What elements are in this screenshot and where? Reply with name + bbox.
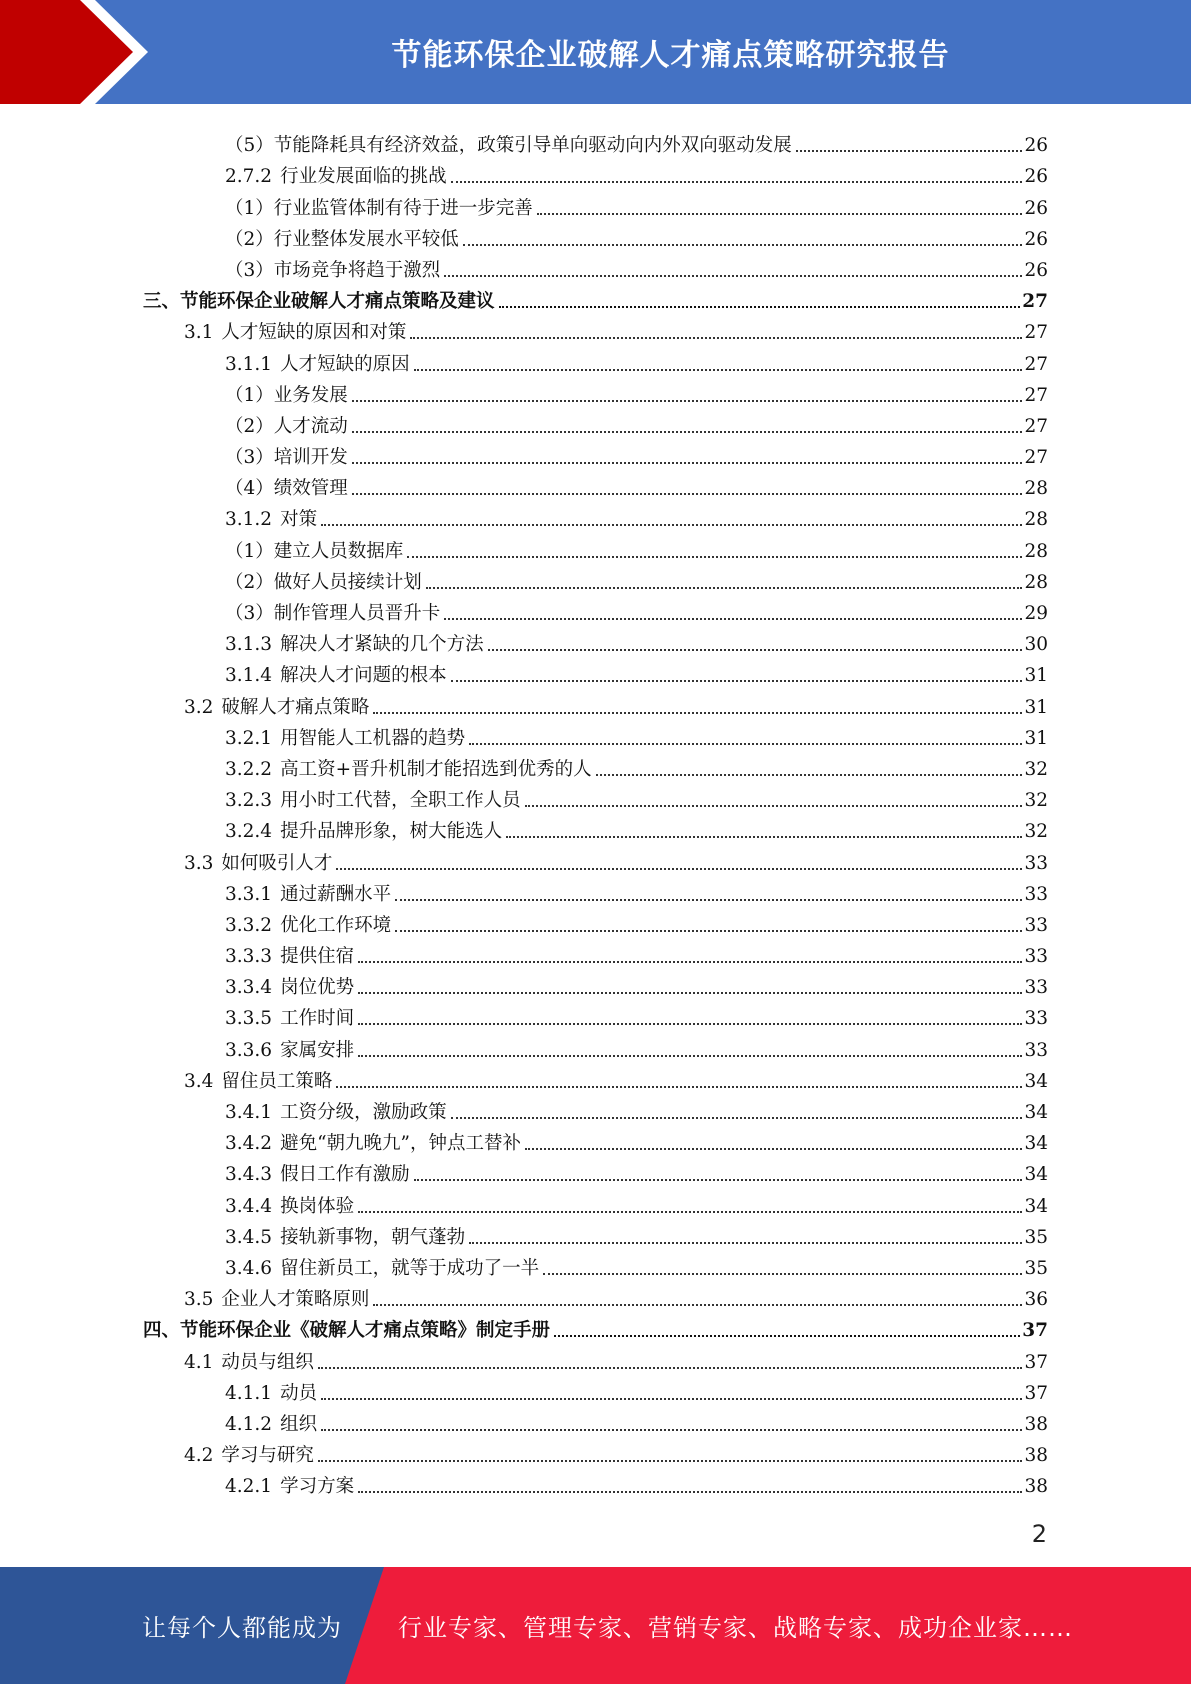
toc-entry-page: 34 (1024, 1070, 1048, 1092)
toc-entry-number: 3.3.4 (225, 977, 273, 999)
toc-entry-number: 3.4.2 (225, 1133, 273, 1155)
toc-entry[interactable] (0, 1343, 1191, 1374)
toc-entry-number: （2） (225, 415, 274, 437)
toc-dot-leader (358, 1491, 1022, 1493)
toc-entry-page: 27 (1024, 447, 1048, 469)
toc-entry[interactable] (0, 1468, 1191, 1499)
toc-entry-page: 26 (1024, 228, 1048, 250)
toc-entry-number: 3.1.4 (225, 665, 273, 687)
toc-dot-leader (352, 431, 1023, 433)
page-footer (0, 1567, 1191, 1684)
toc-entry[interactable] (0, 720, 1191, 751)
toc-entry-page: 28 (1024, 478, 1048, 500)
toc-entry-number: 4.2.1 (225, 1476, 273, 1498)
toc-entry-page: 31 (1024, 696, 1048, 718)
toc-entry-title: 用智能人工机器的趋势 (280, 727, 466, 749)
toc-entry-title: 解决人才紧缺的几个方法 (280, 634, 484, 656)
toc-entry-page: 33 (1024, 883, 1048, 905)
toc-dot-leader (414, 1179, 1023, 1181)
toc-entry-page: 33 (1024, 1008, 1048, 1030)
toc-entry-number: （2） (225, 228, 274, 250)
toc-entry-title: 人才流动 (273, 415, 348, 437)
toc-dot-leader (796, 150, 1023, 152)
toc-entry[interactable] (0, 408, 1191, 439)
toc-entry[interactable] (0, 345, 1191, 376)
toc-entry[interactable] (0, 158, 1191, 189)
toc-entry-title: 行业发展面临的挑战 (280, 166, 447, 188)
toc-entry-number: （1） (225, 540, 274, 562)
toc-entry-title: 接轨新事物，朝气蓬勃 (280, 1226, 466, 1248)
toc-entry-title: 提升品牌形象，树大能选人 (280, 821, 503, 843)
toc-dot-leader (506, 836, 1022, 838)
toc-entry-title: 市场竞争将趋于激烈 (273, 259, 441, 281)
toc-entry-number: （3） (225, 603, 274, 624)
toc-entry-number: 3.1.3 (225, 634, 273, 656)
toc-entry[interactable] (0, 907, 1191, 938)
toc-dot-leader (407, 556, 1022, 558)
toc-dot-leader (469, 1242, 1022, 1244)
toc-entry-number: 3.4.3 (225, 1164, 273, 1186)
toc-entry-number: 3.1 (184, 322, 214, 344)
toc-entry-number: 4.1 (184, 1351, 214, 1373)
toc-entry-title: 通过薪酬水平 (280, 883, 392, 905)
toc-entry-page: 36 (1024, 1289, 1048, 1311)
toc-entry[interactable] (0, 657, 1191, 688)
toc-entry[interactable] (0, 127, 1191, 158)
toc-entry-number: 3.3.5 (225, 1008, 273, 1030)
toc-entry[interactable] (0, 1156, 1191, 1187)
toc-entry-number: 4.2 (184, 1445, 214, 1467)
toc-entry[interactable] (0, 501, 1191, 532)
toc-entry-number: （4） (225, 478, 274, 500)
toc-entry-title: 组织 (280, 1413, 318, 1435)
toc-entry[interactable] (0, 532, 1191, 563)
toc-entry-page: 34 (1024, 1102, 1048, 1123)
toc-dot-leader (373, 1304, 1022, 1306)
toc-entry-title: 留住新员工，就等于成功了一半 (280, 1257, 540, 1279)
toc-entry-page: 32 (1024, 790, 1048, 812)
toc-entry[interactable] (0, 1250, 1191, 1281)
toc-dot-leader (318, 1367, 1023, 1369)
toc-entry[interactable] (0, 782, 1191, 813)
toc-entry-page: 34 (1024, 1164, 1048, 1186)
toc-entry-title: 节能环保企业《破解人才痛点策略》制定手册 (180, 1320, 551, 1342)
toc-dot-leader (352, 400, 1023, 402)
toc-dot-leader (358, 1211, 1022, 1213)
toc-entry[interactable] (0, 1000, 1191, 1031)
toc-entry-page: 29 (1024, 603, 1048, 624)
toc-entry-title: 假日工作有激励 (280, 1164, 410, 1186)
report-title: 节能环保企业破解人才痛点策略研究报告 (391, 38, 950, 73)
toc-entry-page: 26 (1024, 135, 1048, 157)
toc-entry-page: 26 (1024, 259, 1048, 281)
toc-entry-page: 32 (1024, 821, 1048, 843)
toc-dot-leader (525, 1148, 1022, 1150)
toc-entry-number: 3.3.3 (225, 946, 273, 968)
toc-dot-leader (318, 1460, 1023, 1462)
toc-entry[interactable] (0, 1312, 1191, 1343)
toc-dot-leader (352, 493, 1023, 495)
toc-entry-number: 2.7.2 (225, 166, 273, 188)
toc-dot-leader (537, 213, 1023, 215)
toc-dot-leader (321, 1429, 1022, 1431)
toc-entry-page: 27 (1024, 384, 1048, 406)
toc-entry-title: 避免“朝九晚九”，钟点工替补 (280, 1133, 521, 1155)
toc-entry[interactable] (0, 189, 1191, 220)
toc-entry[interactable] (0, 813, 1191, 844)
toc-entry-title: 家属安排 (280, 1039, 355, 1061)
toc-dot-leader (358, 1023, 1022, 1025)
toc-entry-title: 学习与研究 (221, 1445, 314, 1467)
toc-entry-number: （5） (225, 135, 274, 157)
toc-entry-number: 3.3.2 (225, 914, 273, 936)
toc-entry[interactable] (0, 1094, 1191, 1125)
toc-entry-number: 4.1.2 (225, 1413, 273, 1435)
footer-slogan: 让每个人都能成为 (142, 1614, 342, 1642)
toc-dot-leader (336, 1086, 1022, 1088)
toc-entry[interactable] (0, 1125, 1191, 1156)
toc-entry-number: 3.5 (184, 1289, 214, 1311)
toc-entry-title: 动员与组织 (221, 1351, 314, 1373)
toc-entry-page: 31 (1024, 665, 1048, 687)
toc-entry-page: 33 (1024, 946, 1048, 968)
toc-entry-title: 解决人才问题的根本 (280, 665, 447, 687)
toc-entry-number: 四、 (143, 1320, 181, 1342)
toc-entry-page: 28 (1024, 571, 1048, 593)
toc-dot-leader (414, 369, 1023, 371)
toc-entry-page: 31 (1024, 727, 1048, 749)
toc-dot-leader (543, 1273, 1022, 1275)
toc-entry-number: 3.4.1 (225, 1102, 273, 1123)
toc-entry-title: 绩效管理 (273, 478, 348, 500)
toc-entry-page: 38 (1024, 1476, 1048, 1498)
toc-entry-number: （3） (225, 447, 274, 469)
toc-entry-number: （1） (225, 384, 274, 406)
toc-entry-number: 3.4.4 (225, 1195, 273, 1217)
page-number: 2 (1031, 1520, 1047, 1548)
toc-entry[interactable] (0, 1406, 1191, 1437)
toc-dot-leader (444, 275, 1022, 277)
toc-entry-page: 32 (1024, 758, 1048, 780)
toc-entry-page: 33 (1024, 1039, 1048, 1061)
toc-entry[interactable] (0, 470, 1191, 501)
toc-entry[interactable] (0, 1281, 1191, 1312)
toc-entry[interactable] (0, 969, 1191, 1000)
toc-entry-number: 3.2.2 (225, 758, 273, 780)
toc-dot-leader (410, 337, 1022, 339)
toc-entry-title: 工资分级，激励政策 (280, 1102, 447, 1123)
toc-entry-page: 34 (1024, 1195, 1048, 1217)
toc-dot-leader (499, 306, 1021, 308)
toc-entry[interactable] (0, 1187, 1191, 1218)
toc-entry[interactable] (0, 377, 1191, 408)
toc-entry-page: 37 (1022, 1320, 1048, 1342)
toc-entry-page: 37 (1024, 1382, 1048, 1404)
toc-dot-leader (451, 181, 1023, 183)
toc-entry-title: 用小时工代替，全职工作人员 (280, 790, 521, 812)
toc-entry[interactable] (0, 314, 1191, 345)
toc-entry-page: 38 (1024, 1445, 1048, 1467)
toc-entry-number: 3.3.6 (225, 1039, 273, 1061)
toc-entry-page: 33 (1024, 977, 1048, 999)
toc-entry-title: 如何吸引人才 (221, 852, 333, 874)
toc-entry-number: 3.3.1 (225, 883, 273, 905)
toc-entry-title: 节能环保企业破解人才痛点策略及建议 (180, 291, 495, 313)
toc-entry-page: 38 (1024, 1413, 1048, 1435)
toc-entry-number: 3.2 (184, 696, 214, 718)
toc-entry[interactable] (0, 688, 1191, 719)
toc-entry-page: 27 (1024, 353, 1048, 375)
toc-entry-page: 30 (1024, 634, 1048, 656)
page-header (0, 0, 1191, 111)
toc-dot-leader (358, 992, 1022, 994)
toc-entry-page: 33 (1024, 852, 1048, 874)
toc-entry-page: 34 (1024, 1133, 1048, 1155)
toc-entry-title: 制作管理人员晋升卡 (273, 603, 441, 624)
toc-entry-title: 节能降耗具有经济效益，政策引导单向驱动向内外双向驱动发展 (273, 135, 792, 157)
toc-entry[interactable] (0, 1063, 1191, 1094)
toc-entry-title: 岗位优势 (280, 977, 355, 999)
toc-entry-title: 对策 (280, 509, 318, 531)
toc-dot-leader (596, 774, 1023, 776)
toc-dot-leader (444, 618, 1022, 620)
toc-dot-leader (469, 743, 1022, 745)
toc-entry[interactable] (0, 1219, 1191, 1250)
toc-entry-number: 3.2.1 (225, 727, 273, 749)
toc-entry[interactable] (0, 751, 1191, 782)
toc-entry[interactable] (0, 252, 1191, 283)
toc-entry[interactable] (0, 564, 1191, 595)
toc-entry-title: 留住员工策略 (221, 1070, 333, 1092)
toc-dot-leader (451, 1117, 1023, 1119)
toc-entry-page: 27 (1024, 322, 1048, 344)
toc-entry-title: 人才短缺的原因和对策 (221, 322, 407, 344)
toc-dot-leader (358, 961, 1022, 963)
toc-entry[interactable] (0, 626, 1191, 657)
toc-entry-title: 做好人员接续计划 (273, 571, 422, 593)
toc-entry-number: 3.2.3 (225, 790, 273, 812)
toc-dot-leader (525, 805, 1023, 807)
toc-entry[interactable] (0, 221, 1191, 252)
toc-entry-page: 26 (1024, 197, 1048, 219)
footer-roles: 行业专家、管理专家、营销专家、战略专家、成功企业家…… (398, 1614, 1073, 1642)
toc-entry[interactable] (0, 1031, 1191, 1062)
toc-entry-number: （3） (225, 259, 274, 281)
toc-entry-number: 3.4.5 (225, 1226, 273, 1248)
toc-entry-title: 行业整体发展水平较低 (273, 228, 459, 250)
toc-entry-page: 35 (1024, 1257, 1048, 1279)
toc-entry-number: （1） (225, 197, 274, 219)
toc-entry[interactable] (0, 1375, 1191, 1406)
toc-entry-title: 优化工作环境 (280, 914, 392, 936)
table-of-contents (0, 127, 1191, 1499)
toc-dot-leader (463, 244, 1023, 246)
toc-entry-number: 3.2.4 (225, 821, 273, 843)
toc-entry-number: 4.1.1 (225, 1382, 273, 1404)
toc-entry-title: 破解人才痛点策略 (221, 696, 370, 718)
toc-entry-number: 三、 (143, 291, 181, 313)
toc-dot-leader (321, 524, 1022, 526)
toc-entry[interactable] (0, 876, 1191, 907)
toc-entry-title: 建立人员数据库 (273, 540, 404, 562)
toc-entry-number: 3.3 (184, 852, 214, 874)
toc-entry[interactable] (0, 938, 1191, 969)
toc-entry-number: 3.1.2 (225, 509, 273, 531)
toc-dot-leader (321, 1398, 1022, 1400)
toc-dot-leader (373, 712, 1022, 714)
toc-entry-page: 28 (1024, 540, 1048, 562)
toc-entry-page: 26 (1024, 166, 1048, 188)
toc-entry-title: 动员 (280, 1382, 318, 1404)
toc-entry-number: 3.4 (184, 1070, 214, 1092)
toc-entry[interactable] (0, 1437, 1191, 1468)
toc-entry-title: 高工资+晋升机制才能招选到优秀的人 (280, 758, 592, 780)
toc-entry-page: 28 (1024, 509, 1048, 531)
toc-entry[interactable] (0, 595, 1191, 626)
toc-entry-title: 学习方案 (280, 1476, 355, 1498)
toc-dot-leader (488, 649, 1023, 651)
toc-entry-page: 27 (1024, 415, 1048, 437)
toc-dot-leader (358, 1055, 1022, 1057)
toc-dot-leader (451, 680, 1023, 682)
toc-entry-page: 33 (1024, 914, 1048, 936)
toc-entry-title: 行业监管体制有待于进一步完善 (273, 197, 533, 219)
toc-dot-leader (395, 930, 1022, 932)
toc-dot-leader (426, 587, 1023, 589)
toc-entry-title: 换岗体验 (280, 1195, 355, 1217)
toc-entry-title: 企业人才策略原则 (221, 1289, 370, 1311)
toc-dot-leader (352, 462, 1023, 464)
toc-dot-leader (336, 868, 1022, 870)
toc-dot-leader (395, 899, 1022, 901)
toc-entry-title: 工作时间 (280, 1008, 355, 1030)
toc-entry-number: 3.4.6 (225, 1257, 273, 1279)
toc-entry-title: 提供住宿 (280, 946, 355, 968)
toc-entry-title: 业务发展 (273, 384, 348, 406)
toc-entry-number: （2） (225, 571, 274, 593)
toc-entry[interactable] (0, 439, 1191, 470)
toc-dot-leader (554, 1335, 1020, 1337)
toc-entry-title: 培训开发 (273, 447, 348, 469)
toc-entry[interactable] (0, 844, 1191, 875)
toc-entry-title: 人才短缺的原因 (280, 353, 410, 375)
toc-entry-page: 27 (1022, 291, 1048, 313)
toc-entry[interactable] (0, 283, 1191, 314)
toc-entry-number: 3.1.1 (225, 353, 273, 375)
toc-entry-page: 35 (1024, 1226, 1048, 1248)
toc-entry-page: 37 (1024, 1351, 1048, 1373)
